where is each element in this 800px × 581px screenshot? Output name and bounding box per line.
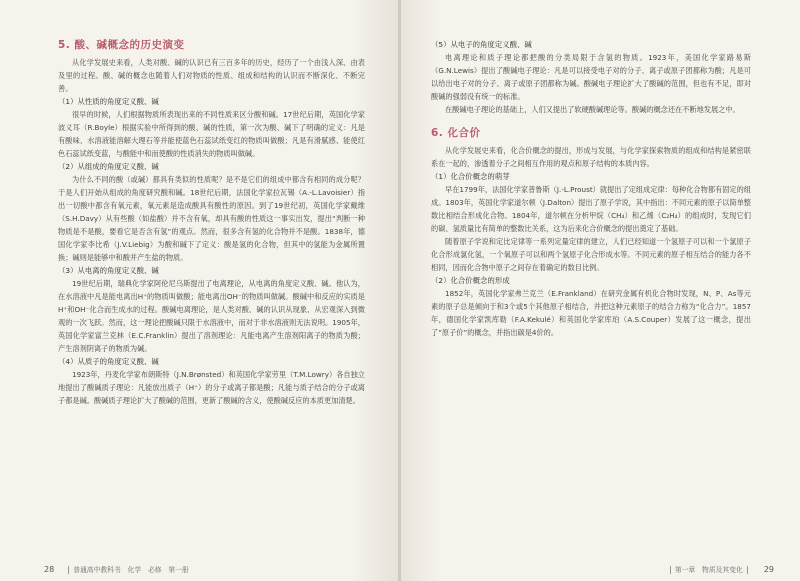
footer-divider <box>68 566 69 574</box>
right-column <box>431 38 751 339</box>
footer-divider <box>747 566 748 574</box>
section-title-acid-base: 5. 酸、碱概念的历史演变 <box>58 39 185 51</box>
footer-divider <box>670 566 671 574</box>
section-title-valence: 6. 化合价 <box>431 127 481 139</box>
paragraph-valence-formation: 1852年，英国化学家弗兰克兰（E.Frankland）在研究金属有机化合物时发现，N、P、As等元素的原子总是倾向于和3个或5个其他原子相结合，并把这种元素原子的结合力称为“化合力”。1857年，德国化学家凯库勒（F.A.Kekulé）和英国化学家库珀（A.S.Couper）发展了这一概念，提出了“原子价”的概念，并指出碳是4价的。 <box>431 289 751 337</box>
paragraph-electron-2: 在酸碱电子理论的基础上，人们又提出了软硬酸碱理论等。酸碱的概念还在不断地发展之中。 <box>445 105 740 114</box>
paragraph-ionization: 19世纪后期，瑞典化学家阿伦尼乌斯提出了电离理论，从电离的角度定义酸、碱。他认为，在水溶液中凡是能电离出H⁺的物质叫做酸；能电离出OH⁻的物质叫做碱。酸碱中和反应的实质是H⁺和OH⁻化合而生成水的过程。酸碱电离理论，是人类对酸、碱的认识从现象、从宏观深入到微观的一次飞跃。然而，这一理论把酸碱只限于水溶液中，而对于非水溶液则无法说明。1905年，英国化学家富兰克林（E.C.Franklin）提出了溶剂理论：凡能电离产生溶剂阳离子的物质为酸；产生溶剂阴离子的物质为碱。 <box>58 279 365 353</box>
left-column <box>58 38 365 407</box>
footer-book-title: 普通高中教科书 化学 必修 第一册 <box>73 566 189 574</box>
subheading-valence-origin: （1）化合价概念的萌芽 <box>431 172 510 181</box>
left-footer <box>44 564 189 574</box>
subheading-electron: （5）从电子的角度定义酸、碱 <box>431 40 532 49</box>
right-page <box>401 0 800 581</box>
paragraph-properties: 很早的时候，人们根据物质所表现出来的不同性质来区分酸和碱。17世纪后期，英国化学家波义耳（R.Boyle）根据实验中所得到的酸、碱的性质，第一次为酸、碱下了明确的定义：凡是有酸味、水溶液能溶解大理石等并能使蓝色石蕊试纸变红的物质叫做酸；凡是有滑腻感、能使红色石蕊试纸变蓝，与酸能中和而使酸的性质消失的物质叫做碱。 <box>58 110 365 158</box>
left-page <box>0 0 399 581</box>
paragraph-composition: 为什么不同的酸（或碱）都具有类似的性质呢？是不是它们的组成中都含有相同的成分呢？于是人们开始从组成的角度研究酸和碱。18世纪后期，法国化学家拉瓦锡（A.-L.Lavoisier）指出一切酸中都含有氧元素，氧元素是造成酸具有酸性的原因。到了19世纪初，英国化学家戴维（S.H.Davy）从有些酸（如盐酸）并不含有氧，却具有酸的性质这一事实出发，提出“判断一种物质是不是酸，要看它是否含有氢”的观点。然而，很多含有氢的化合物并不是酸。1838年，德国化学家李比希（J.V.Liebig）为酸和碱下了定义：酸是氢的化合物，但其中的氢能为金属所置换；碱则是能够中和酸并产生盐的物质。 <box>58 175 365 262</box>
subheading-proton: （4）从质子的角度定义酸、碱 <box>58 357 159 366</box>
subheading-properties: （1）从性质的角度定义酸、碱 <box>58 97 159 106</box>
footer-chapter-title: 第一章 物质及其变化 <box>674 566 743 574</box>
section-spacer <box>431 116 751 126</box>
paragraph-valence-origin: 早在1799年，法国化学家普鲁斯（J.-L.Proust）就提出了定组成定律：每种化合物都有固定的组成。1803年，英国化学家道尔顿（J.Dalton）提出了原子学说，其中指出：不同元素的原子以简单整数比相结合形成化合物。1804年，道尔顿在分析甲烷（CH₄）和乙烯（C₂H₄）的组成时，发现它们的碳、氢质量比有简单的整数比关系，这为后来化合价概念的提出奠定了基础。 <box>431 185 751 233</box>
subheading-ionization: （3）从电离的角度定义酸、碱 <box>58 266 159 275</box>
subheading-composition: （2）从组成的角度定义酸、碱 <box>58 162 159 171</box>
paragraph-valence-origin-2: 随着原子学说和定比定律等一系列定量定律的建立，人们已经知道一个氢原子可以和一个氯原子化合形成氯化氢，一个氧原子可以和两个氢原子化合形成水等。不同元素的原子相互结合的能力各不相同，因而化合物中原子之间存在着确定的数目比例。 <box>431 237 751 272</box>
valence-intro: 从化学发展史来看，化合价概念的提出，形成与发展，与化学家探索物质的组成和结构是紧密联系在一起的，渗透着分子之间相互作用的观点和原子结构的本质内容。 <box>431 146 751 168</box>
page-number-right: 29 <box>763 565 774 574</box>
right-footer <box>666 564 774 574</box>
page-number-left: 28 <box>44 565 55 574</box>
paragraph-electron: 电离理论和质子理论都把酸的分类局限于含氢的物质。1923年，美国化学家路易斯（G.N.Lewis）提出了酸碱电子理论：凡是可以接受电子对的分子、离子或原子团都称为酸；凡是可以给出电子对的分子、离子或原子团都称为碱。酸碱电子理论扩大了酸碱的范围，但也有不足，即对酸碱的强弱没有统一的标准。 <box>431 53 751 101</box>
paragraph-proton: 1923年，丹麦化学家布朗斯特（J.N.Brønsted）和英国化学家劳里（T.M.Lowry）各自独立地提出了酸碱质子理论：凡能放出质子（H⁺）的分子或离子都是酸；凡能与质子结合的分子或离子都是碱。酸碱质子理论扩大了酸碱的范围，更新了酸碱的含义，使酸碱反应的本质更加清楚。 <box>58 370 365 405</box>
intro-paragraph: 从化学发展史来看，人类对酸、碱的认识已有三百多年的历史，经历了一个由浅入深、由表及里的过程。酸、碱的概念也随着人们对物质的性质、组成和结构的认识而不断深化、不断完善。 <box>58 58 365 93</box>
subheading-valence-formation: （2）化合价概念的形成 <box>431 276 510 285</box>
